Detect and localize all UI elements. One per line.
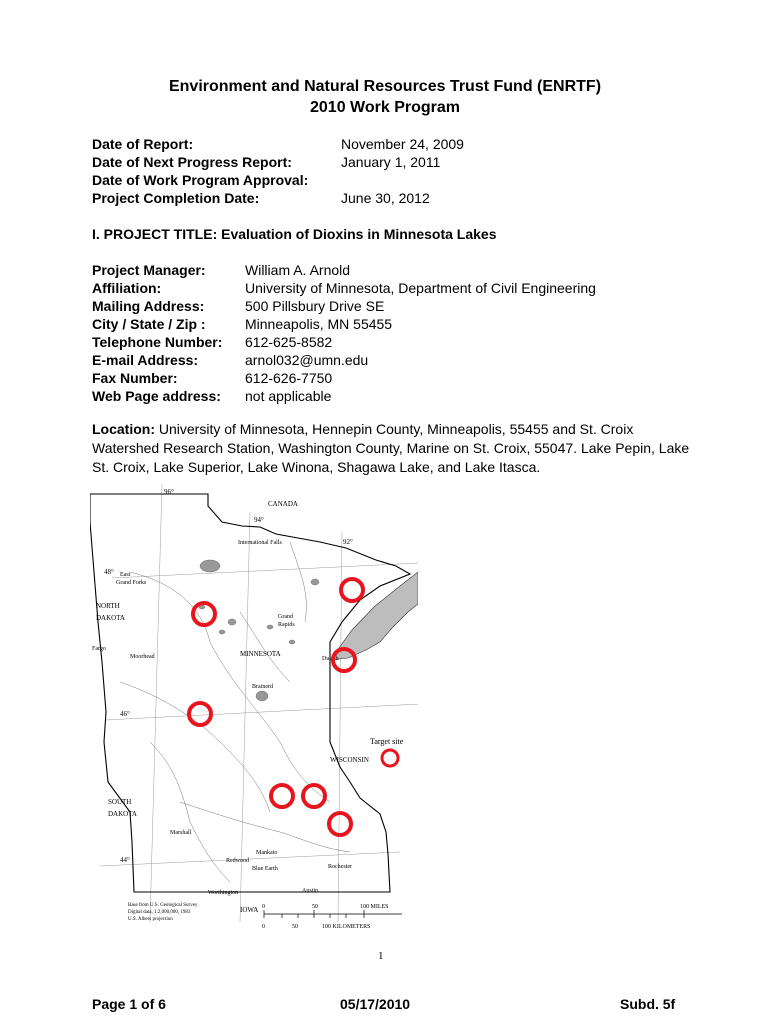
map-label-canada: CANADA	[268, 500, 298, 508]
city-label: Redwood	[226, 858, 249, 864]
page-number: 1	[378, 950, 384, 962]
map-label-iowa: IOWA	[240, 906, 259, 914]
date-label: Date of Next Progress Report:	[92, 154, 292, 170]
location-text: University of Minnesota, Hennepin County, Minneapolis, 55455 and St. Croix Watershed Research Station, Washington County, Marine on St. Croix, 55047. Lake Pepin, Lake St. Croix, Lake Superior, Lake Winona, Shagawa Lake, and Lake Itasca.	[92, 421, 690, 475]
contact-label: City / State / Zip :	[92, 316, 206, 332]
city-label: Duluth	[322, 656, 339, 662]
date-label: Project Completion Date:	[92, 190, 260, 206]
city-label: Fargo	[92, 646, 106, 652]
map-label-south-dakota: SOUTH	[108, 798, 132, 806]
city-label: International Falls	[238, 540, 282, 546]
map-label-wisconsin: WISCONSIN	[330, 756, 369, 764]
city-label: Austin	[302, 888, 319, 894]
map-label-north-dakota: DAKOTA	[96, 614, 125, 622]
minnesota-map	[90, 482, 418, 942]
scale-bar	[264, 910, 402, 918]
date-value: November 24, 2009	[341, 136, 464, 152]
state-outline	[90, 494, 410, 892]
document-title: Environment and Natural Resources Trust Fund (ENRTF)	[168, 78, 602, 95]
city-label: Grand	[278, 614, 293, 620]
contact-label: Project Manager:	[92, 262, 206, 278]
scale-label: 50	[292, 924, 298, 930]
lat-label: 46°	[120, 710, 130, 718]
lon-label: 96°	[164, 488, 174, 496]
contact-value: 500 Pillsbury Drive SE	[245, 298, 385, 314]
city-label: Rochester	[328, 864, 352, 870]
city-label: Blue Earth	[252, 866, 278, 872]
target-site-marker	[341, 579, 363, 601]
city-label: Brainerd	[252, 684, 273, 690]
contact-label: Web Page address:	[92, 388, 221, 404]
contact-value: 612-626-7750	[245, 370, 333, 386]
target-site-legend-marker	[382, 750, 398, 766]
lon-label: 92°	[343, 538, 353, 546]
location-label: Location:	[92, 421, 155, 437]
document-subtitle: 2010 Work Program	[310, 99, 460, 116]
rivers	[120, 542, 350, 882]
contact-value: William A. Arnold	[245, 262, 351, 278]
date-value: January 1, 2011	[341, 154, 441, 170]
city-label: Rapids	[278, 622, 295, 628]
scale-label: 100 MILES	[360, 904, 389, 910]
footer-page: Page 1 of 6	[92, 996, 166, 1012]
scale-label: 0	[262, 924, 265, 930]
lat-label: 48°	[104, 568, 114, 576]
scale-label: 100 KILOMETERS	[322, 924, 371, 930]
footer-subdivision: Subd. 5f	[620, 996, 676, 1012]
date-value: June 30, 2012	[341, 190, 430, 206]
footer-date: 05/17/2010	[340, 996, 411, 1012]
map-label-minnesota: MINNESOTA	[240, 650, 281, 658]
target-site-marker	[271, 785, 293, 807]
city-label: Marshall	[170, 830, 192, 836]
project-title: I. PROJECT TITLE: Evaluation of Dioxins in Minnesota Lakes	[92, 226, 497, 242]
lakes	[199, 560, 319, 701]
scale-label: 0	[262, 904, 265, 910]
map-source: Digital data, 1:2,000,000, 1983	[128, 910, 191, 915]
graticule	[100, 484, 418, 922]
map-label-north-dakota: NORTH	[96, 602, 120, 610]
contact-label: Affiliation:	[92, 280, 162, 296]
contact-label: Telephone Number:	[92, 334, 223, 350]
contact-value: 612-625-8582	[245, 334, 333, 350]
contact-value: not applicable	[245, 388, 332, 404]
contact-label: Mailing Address:	[92, 298, 205, 314]
target-site-marker	[329, 813, 351, 835]
city-label: Mankato	[256, 850, 278, 856]
target-markers	[189, 579, 363, 835]
lon-label: 94°	[254, 516, 264, 524]
lat-label: 44°	[120, 856, 130, 864]
contact-value: University of Minnesota, Department of Civil Engineering	[245, 280, 596, 296]
contact-label: Fax Number:	[92, 370, 178, 386]
city-label: Grand Forks	[116, 580, 147, 586]
map-source: U.S. Albers projection	[128, 917, 173, 922]
contact-value: Minneapolis, MN 55455	[245, 316, 393, 332]
city-label: Moorhead	[130, 654, 155, 660]
map-label-south-dakota: DAKOTA	[108, 810, 137, 818]
date-label: Date of Report:	[92, 136, 194, 152]
city-label: East	[120, 572, 131, 578]
location-paragraph	[92, 420, 692, 477]
scale-label: 50	[312, 904, 318, 910]
date-label: Date of Work Program Approval:	[92, 172, 309, 188]
target-site-marker	[189, 703, 211, 725]
target-site-legend-label: Target site	[370, 737, 404, 746]
email-link[interactable]: arnol032@umn.edu	[245, 352, 369, 368]
map-source: Base from U.S. Geological Survey	[128, 903, 198, 908]
city-label: Worthington	[208, 890, 239, 896]
contact-label: E-mail Address:	[92, 352, 199, 368]
